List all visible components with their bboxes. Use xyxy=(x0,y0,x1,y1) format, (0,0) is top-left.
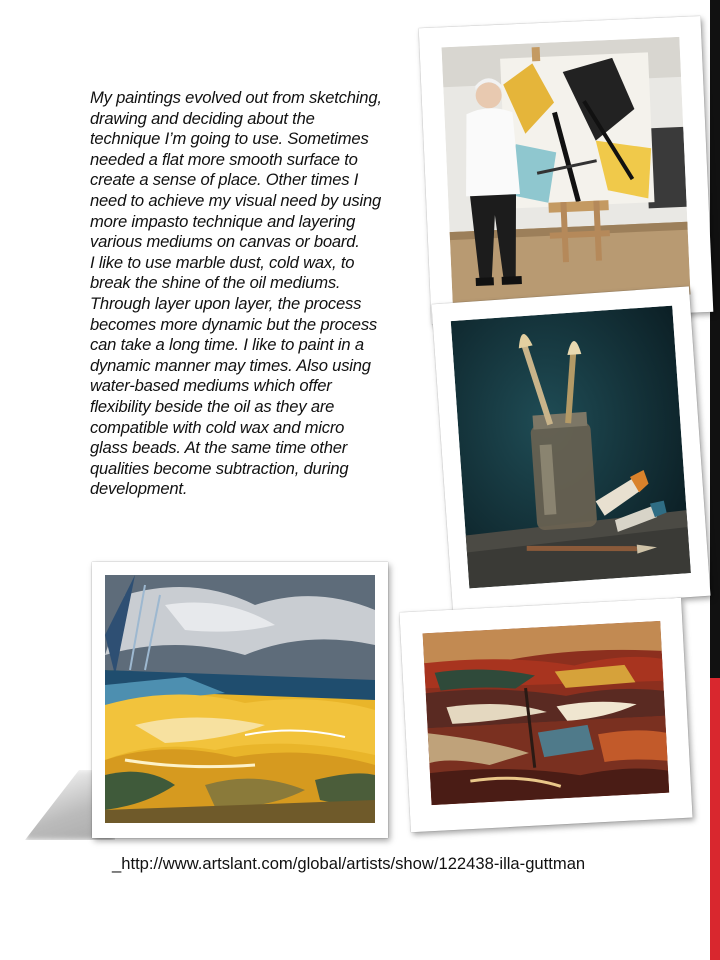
abstract-painting-image xyxy=(423,621,670,805)
artist-studio-image xyxy=(442,37,691,305)
statement-line: development. xyxy=(90,479,188,499)
statement-line: dynamic manner may times. Also using xyxy=(90,355,371,375)
statement-line: compatible with cold wax and micro xyxy=(90,417,345,437)
statement-line: becomes more dynamic but the process xyxy=(90,314,378,334)
brushes-still-life-image xyxy=(451,306,691,589)
statement-line: glass beads. At the same time other xyxy=(90,438,348,458)
statement-line: technique I’m going to use. Sometimes xyxy=(90,129,369,149)
statement-line: need to achieve my visual need by using xyxy=(90,190,382,210)
statement-line: can take a long time. I like to paint in a xyxy=(90,335,364,355)
statement-line: drawing and deciding about the xyxy=(90,108,315,128)
landscape-painting-photo xyxy=(92,562,388,838)
statement-line: Through layer upon layer, the process xyxy=(90,293,362,313)
statement-line: break the shine of the oil mediums. xyxy=(90,273,341,293)
artist-statement xyxy=(90,88,435,500)
statement-line: needed a flat more smooth surface to xyxy=(90,149,358,169)
statement-line: qualities become subtraction, during xyxy=(90,458,349,478)
statement-line: My paintings evolved out from sketching, xyxy=(90,88,382,107)
statement-line: create a sense of place. Other times I xyxy=(90,170,359,190)
statement-line: water-based mediums which offer xyxy=(90,376,332,396)
artist-studio-photo xyxy=(419,16,714,324)
landscape-painting-image xyxy=(105,575,375,823)
statement-line: various mediums on canvas or board. xyxy=(90,232,360,252)
statement-line: flexibility beside the oil as they are xyxy=(90,396,335,416)
edge-bar-red xyxy=(710,678,720,960)
source-link[interactable]: _http://www.artslant.com/global/artists/show/122438-illa-guttman xyxy=(112,854,586,873)
brushes-still-life-photo xyxy=(432,286,711,613)
statement-line: more impasto technique and layering xyxy=(90,211,356,231)
statement-line: I like to use marble dust, cold wax, to xyxy=(90,252,355,272)
abstract-painting-photo xyxy=(399,598,692,832)
edge-bar-black xyxy=(710,0,720,678)
